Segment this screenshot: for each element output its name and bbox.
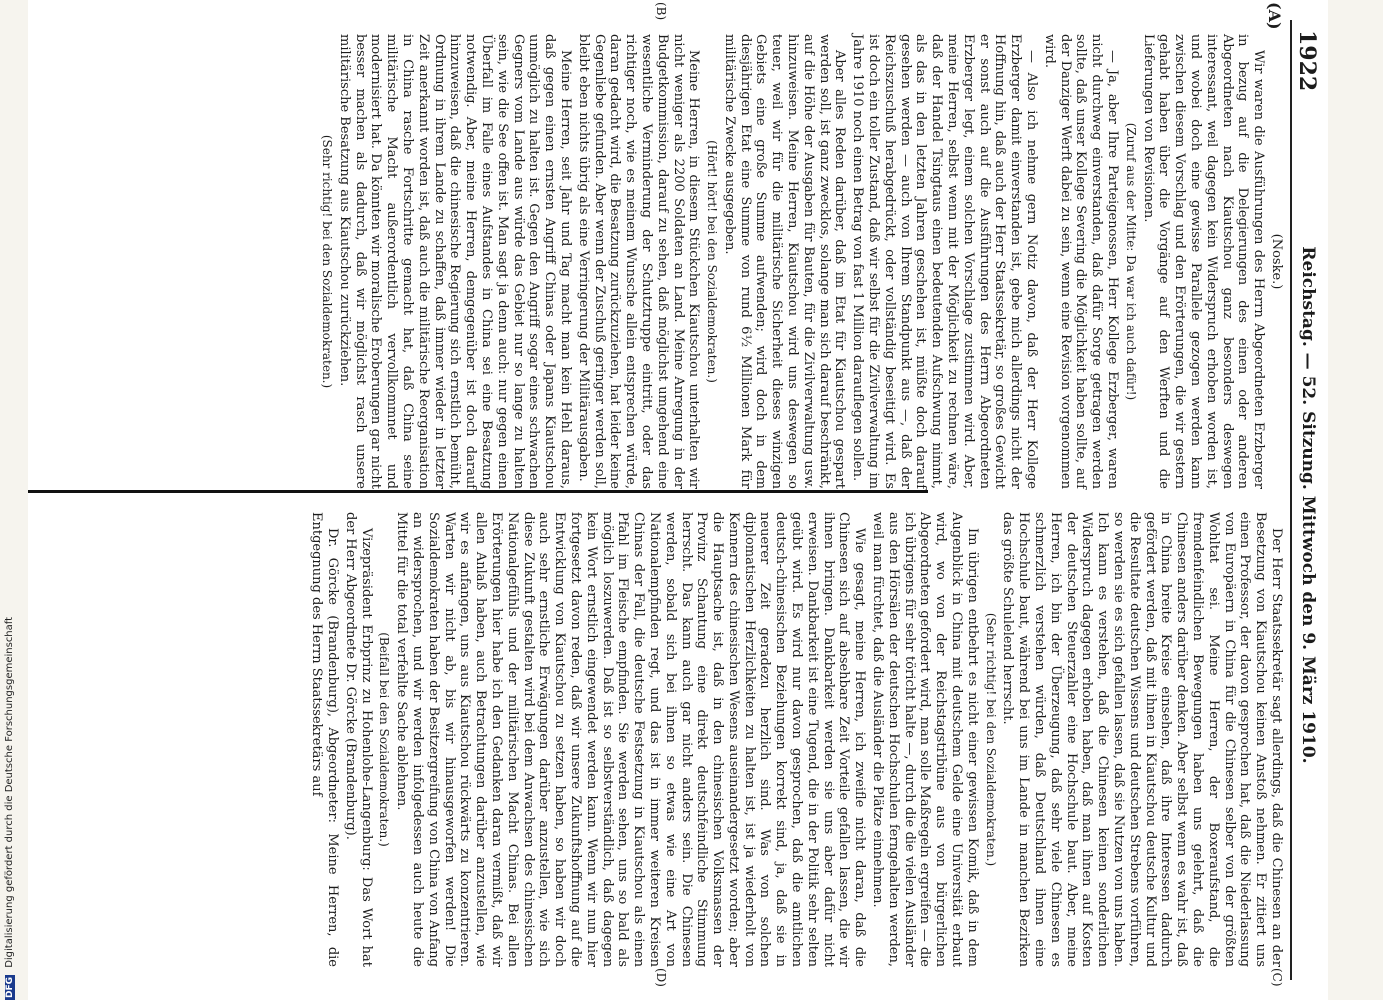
interjection: (Beifall bei den Sozialdemokraten.) [377,632,392,847]
margin-marker-b: (B) [654,2,668,21]
margin-marker-d: (D) [654,968,668,987]
paragraph: Wir waren die Ausführungen des Herrn Abgeordneten Erzberger in bezug auf die Delegierungen des einen oder anderen Abgeordneten nach Kiautschou ganz besonders deswegen interessant, weil dagegen kein Widerspruch erhoben worden ist, und wobei doch eine gewisse Parallele gezogen werden kann zwischen diesem Vorschlag und den Erörterungen, die wir gestern gehabt haben über die Vorgänge auf den Werften und die Lieferungen von Revisionen. [1140,34,1267,489]
margin-marker-c: (C) [1270,968,1284,987]
dfg-logo: DFG [5,976,15,998]
paragraph: Der Herr Staatssekretär sagt allerdings, daß die Chinesen an der Besetzung von Kiautschou keinen Anstoß nehmen. Er zitiert uns einen Professor, der davon gesprochen hat, daß die Niederlassung von Europäern in China für die Chinesen selber von der größten Wohltat sei. Meine Herren, der Boxeraufstand, die fremdenfeindlichen Bewegungen haben uns gelehrt, daß die Chinesen anders darüber denken. Aber selbst wenn es wahr ist, daß in China breite Kreise einsehen, daß ihre Interessen dadurch gefördert werden, daß mit ihnen in Kiautschou deutsche Kultur und die Resultate deutschen Wissens und deutschen Strebens vorführen, so werden sie es sich gefallen lassen, daß sie Nutzen von uns haben. Ich kann es verstehen, daß die Chinesen keinen sonderlichen Widerspruch dagegen erhoben haben, daß man ihnen auf Kosten der deutschen Steuerzahler eine Hochschule baut. Aber, meine Herren, ich bin der Überzeugung, daß sehr viele Chinesen es schmerzlich verstehen würden, daß Deutschland ihnen eine Hochschule baut, während bei uns im Lande in manchen Bezirken das größte Schulelend herrscht. [1000,512,1284,967]
paragraph: Meine Herren, seit Jahr und Tag macht man kein Hehl daraus, daß gegen einen ernsten Angriff Chinas oder Japans Kiautschou unmöglich zu halten ist. Gegen den Angriff sogar eines schwachen Gegners vom Lande aus würde das Gebiet nur so lange zu halten sein, wie die See offen ist. Man sagt ja denn auch: nur gegen einen Überfall im Falle eines Aufstandes in China sei eine Besatzung notwendig. Aber, meine Herren, demgegenüber ist doch darauf hinzuweisen, daß die chinesische Regierung sich ernstlich bemüht, Ordnung in ihrem Lande zu schaffen, daß immer wieder in letzter Zeit anerkannt worden ist, daß auch die militärische Reorganisation in China rasche Fortschritte gemacht hat, daß China seine militärische Macht außerordentlich vervollkommnet und modernisiert hat. Da könnten wir moralische Eroberungen gar nicht besser machen als dadurch, daß wir möglichst rasch unsere militärische Besatzung aus Kiautschou zurückziehen. [336,34,573,489]
column-divider [28,490,928,493]
interjection: (Hört! hört! bei den Sozialdemokraten.) [705,140,720,383]
text-column-left [316,34,1284,489]
speaker-name: (Noske.) [1269,233,1284,290]
interjection: (Sehr richtig! bei den Sozialdemokraten.) [319,134,334,389]
paragraph: Wie gesagt, meine Herren, ich zweifle nicht daran, daß die Chinesen sich auf absehbare Zeit Vorteile gefallen lassen, die wir ihnen bringen. Dankbarkeit werden sie uns aber dafür nicht erweisen. Dankbarkeit ist eine Tugend, die in der Politik sehr selten geübt wird. Es wird nur davon gesprochen, daß die amtlichen deutsch-chinesischen Beziehungen korrekt sind, ja, daß sie in neuerer Zeit geradezu herzlich sind. Was von solchen diplomatischen Herzlichkeiten zu halten ist, ist ja wiederholt von Kennern des chinesischen Wesens auseinandergesetzt worden; aber die Hauptsache ist, daß in den chinesischen Volksmassen der Provinz Schantung eine direkt deutschfeindliche Stimmung herrscht. Das kann auch gar nicht anders sein. Die Chinesen werden, sobald sich bei ihnen so etwas wie eine Art von Nationalempfinden regt, und das ist in immer weiteren Kreisen Chinas der Fall, die deutsche Festsetzung in Kiautschou als einen Pfahl im Fleische empfinden. Sie werden sehen, uns so bald als möglich loszuwerden. Daß ist so selbstverständlich, daß dagegen kein Wort ernstlich eingewendet werden kann. Wenn wir nun hier fortgesetzt davon reden, daß wir unsere Zukunftshoffnung auf die Entwicklung von Kiautschou zu setzen haben, so haben wir doch auch sehr ernstliche Erwägungen darüber anzustellen, wie sich diese Zukunft gestalten wird bei dem Anwachsen des chinesischen Nationalgefühls und der militärischen Macht Chinas. Bei allen Erörterungen hier habe ich den Gedanken daran vermißt, daß wir allen Anlaß haben, auch Betrachtungen darüber anzustellen, wie wir es anfangen, uns aus Kiautschou rückwärts zu konzentrieren. Warten wir nicht ab, bis wir hinausgeworfen werden! Die Sozialdemokraten haben der Besitzergreifung von China von Anfang an widersprochen, und wir werden infolgedessen auch heute die Mittel für die total verfehlte Sache ablehnen. [394,512,868,967]
paragraph: Meine Herren, in diesem Stückchen Kiautschou unterhalten wir nicht weniger als 2200 Soldaten an Land. Meine Anregung in der Budgetkommission, darauf zu sehen, daß möglichst umgehend eine wesentliche Verminderung der Schutztruppe eintritt, oder das richtiger noch, wie es meinem Wunsche allein entsprechen würde, daran gedacht wird, die Besatzung zurückzuziehen, hat leider keine Gegenliebe gefunden. Aber wenn der Zuschuß geringer werden soll, bleibt eben nichts übrig als eine Verringerung der Militärausgaben. [575,34,702,489]
page-title: Reichstag. — 52. Sitzung. Mittwoch den 9. März 1910. [1298,246,1318,764]
paragraph: Aber alles Reden darüber, daß im Etat für Kiautschou gespart werden soll, ist ganz zwecklos, solange man sich darauf beschränkt, auf die Höhe der Ausgaben für Bauten, für die Zivilverwaltung usw. hinzuweisen. Meine Herren, Kiautschou wird uns deswegen so teuer, weil wir für die militärische Sicherheit dieses winzigen Gebiets eine große Summe aufwenden; wird doch in dem diesjährigen Etat eine Summe von rund 6½ Millionen Mark für militärische Zwecke ausgegeben. [721,34,848,489]
margin-marker-a: (A) [1265,2,1284,30]
digitization-credit [4,0,15,1000]
page-number: 1922 [1294,30,1320,92]
page-header [1292,30,1322,980]
credit-text: Digitalisierung gefördert durch die Deutsche Forschungsgemeinschaft [4,616,15,968]
paragraph: Vizepräsident Erbprinz zu Hohenlohe-Langenburg: Das Wort hat der Herr Abgeordnete Dr. Görcke (Brandenburg). [342,512,374,967]
paragraph: Im übrigen entbehrt es nicht einer gewissen Komik, daß in dem Augenblick in China mit deutschem Gelde eine Universität erbaut wird, wo von der Reichstagstribüne aus von bürgerlichen Abgeordneten gefordert wird, man solle Maßregeln ergreifen — die ich übrigens für sehr töricht halte —, durch die die vielen Ausländer aus den Hörsälen der deutschen Hochschulen ferngehalten werden, weil man fürchtet, daß die Ausländer die Plätze einnehmen. [870,512,980,967]
paragraph: — Also ich nehme gern Notiz davon, daß der Herr Kollege Erzberger damit einverstanden ist, gebe mich allerdings nicht der Hoffnung hin, daß auch der Herr Staatssekretär, so großes Gewicht er sonst auch auf die Ausführungen des Herrn Abgeordneten Erzberger legt, einem solchen Vorschlage zustimmen wird. Aber, meine Herren, selbst wenn mit der Möglichkeit zu rechnen wäre, daß der Handel Tsingtaus einen bedeutenden Aufschwung nimmt, als das in den letzten Jahren geschehen ist, müßte doch darauf gesehen werden — auch von Ihrem Standpunkt aus —, daß der Reichszuschuß herabgedrückt, oder vollständig beseitigt wird. Es ist doch ein toller Zustand, daß wir selbst für die Zivilverwaltung im Jahre 1910 noch einen Betrag von fast 1 Million darauflegen sollen. [850,34,1040,489]
paragraph: — Ja, aber Ihre Parteigenossen, Herr Kollege Erzberger, waren nicht durchweg einverstanden, daß dafür Sorge getragen werden sollte, daß unser Kollege Severing die Möglichkeit haben sollte, auf der Danziger Werft dabei zu sein, wenn eine Revision vorgenommen wird. [1041,34,1121,489]
text-column-right [306,512,1284,967]
interjection: (Sehr richtig! bei den Sozialdemokraten.) [983,612,998,867]
interjection: (Zuruf aus der Mitte: Da war ich auch dafür!) [1123,122,1138,401]
paragraph: Dr. Görcke (Brandenburg), Abgeordneter: Meine Herren, die Entgegnung des Herrn Staatssekretärs auf [309,512,340,967]
header-rule [1290,20,1292,980]
rotated-page [28,0,1328,1000]
